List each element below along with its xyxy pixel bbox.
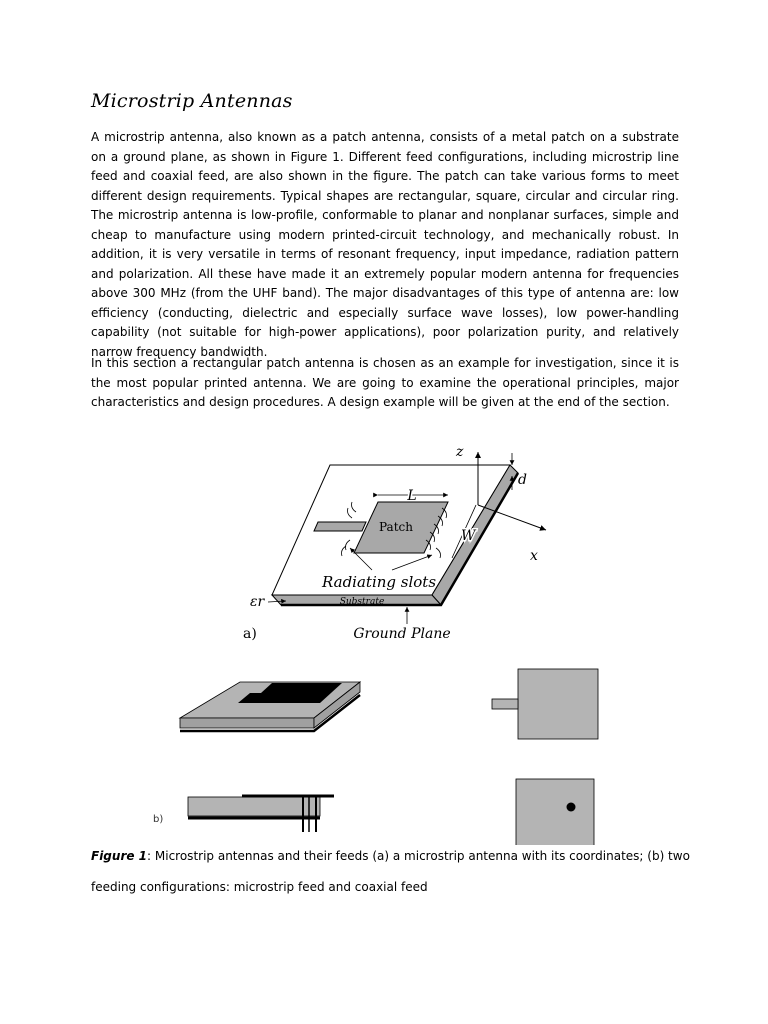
- label-substrate: Substrate: [339, 597, 385, 607]
- figure-caption-line-2: feeding configurations: microstrip feed and coaxial feed: [91, 880, 428, 894]
- axis-z-label: z: [456, 444, 464, 460]
- label-patch: Patch: [379, 520, 413, 534]
- paragraph-intro: A microstrip antenna, also known as a patch antenna, consists of a metal patch on a substrate on a ground plane, as shown in Figure 1. Different feed configurations, including microstrip line feed and coaxial feed, are also shown in the figure. The patch can take various forms to meet different design requirements. Typical shapes are rectangular, square, circular and circular ring. The microstrip antenna is low-profile, conformable to planar and nonplanar surfaces, simple and cheap to manufacture using modern printed-circuit technology, and mechanically robust. In addition, it is very versatile in terms of resonant frequency, input impedance, radiation pattern and polarization. All these have made it an extremely popular modern antenna for frequencies above 300 MHz (from the UHF band). The major disadvantages of this type of antenna are: low efficiency (conducting, dielectric and especially surface wave losses), low power-handling capability (not suitable for high-power applications), poor polarization purity, and relatively narrow frequency bandwidth.: [91, 130, 679, 359]
- figure-caption-line-1: [91, 849, 691, 863]
- figure-caption-label: Figure 1: [91, 849, 148, 863]
- label-a: a): [243, 626, 257, 642]
- figure-1: [0, 430, 768, 845]
- document-title: Microstrip Antennas: [91, 90, 293, 112]
- label-b: b): [153, 814, 164, 825]
- figure-b-feeds: [153, 669, 598, 845]
- label-ground-plane: Ground Plane: [353, 626, 451, 642]
- coax-substrate: [188, 797, 320, 816]
- label-d: d: [518, 472, 527, 488]
- coax-feed-point: [567, 803, 576, 812]
- label-L: L: [407, 488, 417, 504]
- label-epsilon: εr: [250, 594, 265, 610]
- microstrip-feed-line: [314, 522, 366, 531]
- figure-a-antenna: [243, 444, 546, 642]
- figure-caption-text: : Microstrip antennas and their feeds (a) a microstrip antenna with its coordinates; (b) two: [147, 849, 690, 863]
- label-radiating-slots: Radiating slots: [322, 573, 437, 591]
- axis-x-label: x: [530, 548, 538, 564]
- coax-patch-top-view: [516, 779, 594, 845]
- slab-front: [180, 718, 314, 728]
- planar-patch: [518, 669, 598, 739]
- label-W: W: [461, 528, 476, 544]
- paragraph-section: In this section a rectangular patch antenna is chosen as an example for investigation, since it is the most popular printed antenna. We are going to examine the operational principles, major characteristics and design procedures. A design example will be given at the end of the section.: [91, 356, 679, 409]
- planar-feed-line: [492, 699, 518, 709]
